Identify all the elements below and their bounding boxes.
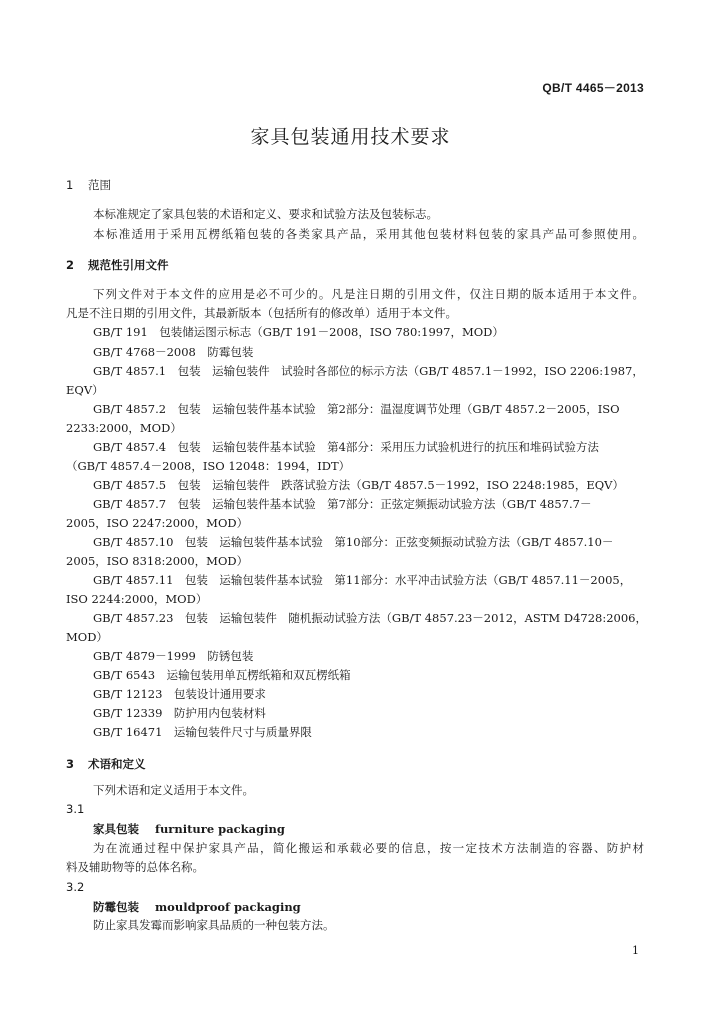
reference-item xyxy=(93,573,631,587)
reference-code: GB/T 4857.5 xyxy=(93,478,167,492)
reference-title: 包装 运输包装件 随机振动试验方法（GB/T 4857.23－2012，ASTM D4728:2006， xyxy=(184,611,647,625)
reference-item xyxy=(93,687,266,701)
term-zh: 家具包装 xyxy=(93,822,139,836)
term-definition: 为在流通过程中保护家具产品，简化搬运和承载必要的信息，按一定技术方法制造的容器、防护材 xyxy=(93,841,644,855)
term-en: mouldproof packaging xyxy=(155,900,301,914)
reference-code: GB/T 16471 xyxy=(93,725,163,739)
term-definition: 防止家具发霉而影响家具品质的一种包装方法。 xyxy=(93,918,335,932)
document-title: 家具包装通用技术要求 xyxy=(250,126,451,148)
reference-item xyxy=(93,706,266,720)
section-title: 术语和定义 xyxy=(88,757,146,771)
section-title: 规范性引用文件 xyxy=(88,258,169,272)
reference-code: GB/T 4857.10 xyxy=(93,535,174,549)
reference-item xyxy=(93,725,312,739)
reference-title: 包装 运输包装件基本试验 第4部分：采用压力试验机进行的抗压和堆码试验方法 xyxy=(177,440,599,454)
reference-code: GB/T 12339 xyxy=(93,706,163,720)
reference-title: 防护用内包装材料 xyxy=(173,706,266,720)
reference-continuation: 2233:2000，MOD） xyxy=(66,421,182,435)
reference-item xyxy=(93,668,351,682)
reference-code: GB/T 4857.1 xyxy=(93,364,167,378)
reference-code: GB/T 4768－2008 xyxy=(93,345,196,359)
reference-title: 包装 运输包装件 试验时各部位的标示方法（GB/T 4857.1－1992，ISO 2206:1987， xyxy=(177,364,644,378)
paragraph: 下列术语和定义适用于本文件。 xyxy=(93,783,254,797)
paragraph: 凡是不注日期的引用文件，其最新版本（包括所有的修改单）适用于本文件。 xyxy=(66,306,457,320)
standard-code: QB/T 4465－2013 xyxy=(542,81,644,95)
reference-title: 包装 运输包装件基本试验 第11部分：水平冲击试验方法（GB/T 4857.11－2005， xyxy=(184,573,632,587)
reference-code: GB/T 4857.7 xyxy=(93,497,167,511)
reference-title: 运输包装件尺寸与质量界限 xyxy=(173,725,312,739)
term-number: 3.1 xyxy=(66,802,85,816)
reference-continuation: （GB/T 4857.4－2008，ISO 12048：1994，IDT） xyxy=(66,459,351,473)
paragraph: 本标准规定了家具包装的术语和定义、要求和试验方法及包装标志。 xyxy=(93,207,438,221)
reference-continuation: 2005，ISO 8318:2000，MOD） xyxy=(66,554,249,568)
term-number: 3.2 xyxy=(66,880,85,894)
reference-item xyxy=(93,611,647,625)
section-number: 2 xyxy=(66,258,75,272)
term-en: furniture packaging xyxy=(155,822,285,836)
reference-item xyxy=(93,402,620,416)
reference-item xyxy=(93,325,504,339)
reference-title: 包装储运图示标志（GB/T 191－2008，ISO 780:1997，MOD） xyxy=(159,325,504,339)
reference-title: 运输包装用单瓦楞纸箱和双瓦楞纸箱 xyxy=(166,668,351,682)
reference-code: GB/T 191 xyxy=(93,325,148,339)
reference-code: GB/T 4857.4 xyxy=(93,440,167,454)
section-2-heading xyxy=(66,257,169,273)
reference-title: 包装 运输包装件 跌落试验方法（GB/T 4857.5－1992，ISO 2248:1985，EQV） xyxy=(177,478,624,492)
page-number: 1 xyxy=(632,944,639,957)
reference-title: 防锈包装 xyxy=(207,649,254,663)
reference-continuation: EQV） xyxy=(66,383,104,397)
reference-item xyxy=(93,497,591,511)
reference-title: 包装设计通用要求 xyxy=(173,687,266,701)
reference-code: GB/T 4857.23 xyxy=(93,611,174,625)
term-heading xyxy=(93,821,285,837)
reference-item xyxy=(93,345,253,359)
term-heading xyxy=(93,899,301,915)
reference-title: 防霉包装 xyxy=(207,345,254,359)
reference-title: 包装 运输包装件基本试验 第10部分：正弦变频振动试验方法（GB/T 4857.10－ xyxy=(184,535,614,549)
section-3-heading xyxy=(66,756,146,772)
reference-title: 包装 运输包装件基本试验 第7部分：正弦定频振动试验方法（GB/T 4857.7－ xyxy=(177,497,592,511)
reference-item xyxy=(93,478,624,492)
reference-continuation: MOD） xyxy=(66,630,108,644)
section-number: 1 xyxy=(66,178,74,192)
paragraph: 下列文件对于本文件的应用是必不可少的。凡是注日期的引用文件，仅注日期的版本适用于本文件。 xyxy=(93,287,644,301)
section-title: 范围 xyxy=(88,178,111,192)
term-zh: 防霉包装 xyxy=(93,900,139,914)
reference-continuation: 2005，ISO 2247:2000，MOD） xyxy=(66,516,249,530)
reference-continuation: ISO 2244:2000，MOD） xyxy=(66,592,208,606)
reference-code: GB/T 4879－1999 xyxy=(93,649,196,663)
reference-code: GB/T 4857.2 xyxy=(93,402,167,416)
reference-title: 包装 运输包装件基本试验 第2部分：温湿度调节处理（GB/T 4857.2－2005，ISO xyxy=(177,402,620,416)
term-definition: 料及辅助物等的总体名称。 xyxy=(66,860,204,874)
reference-item xyxy=(93,535,613,549)
reference-code: GB/T 4857.11 xyxy=(93,573,174,587)
reference-code: GB/T 6543 xyxy=(93,668,156,682)
reference-item xyxy=(93,364,644,378)
reference-code: GB/T 12123 xyxy=(93,687,163,701)
reference-item xyxy=(93,649,253,663)
section-number: 3 xyxy=(66,757,75,771)
section-1-heading xyxy=(66,177,111,193)
reference-item xyxy=(93,440,599,454)
paragraph: 本标准适用于采用瓦楞纸箱包装的各类家具产品，采用其他包装材料包装的家具产品可参照使用。 xyxy=(93,227,644,241)
